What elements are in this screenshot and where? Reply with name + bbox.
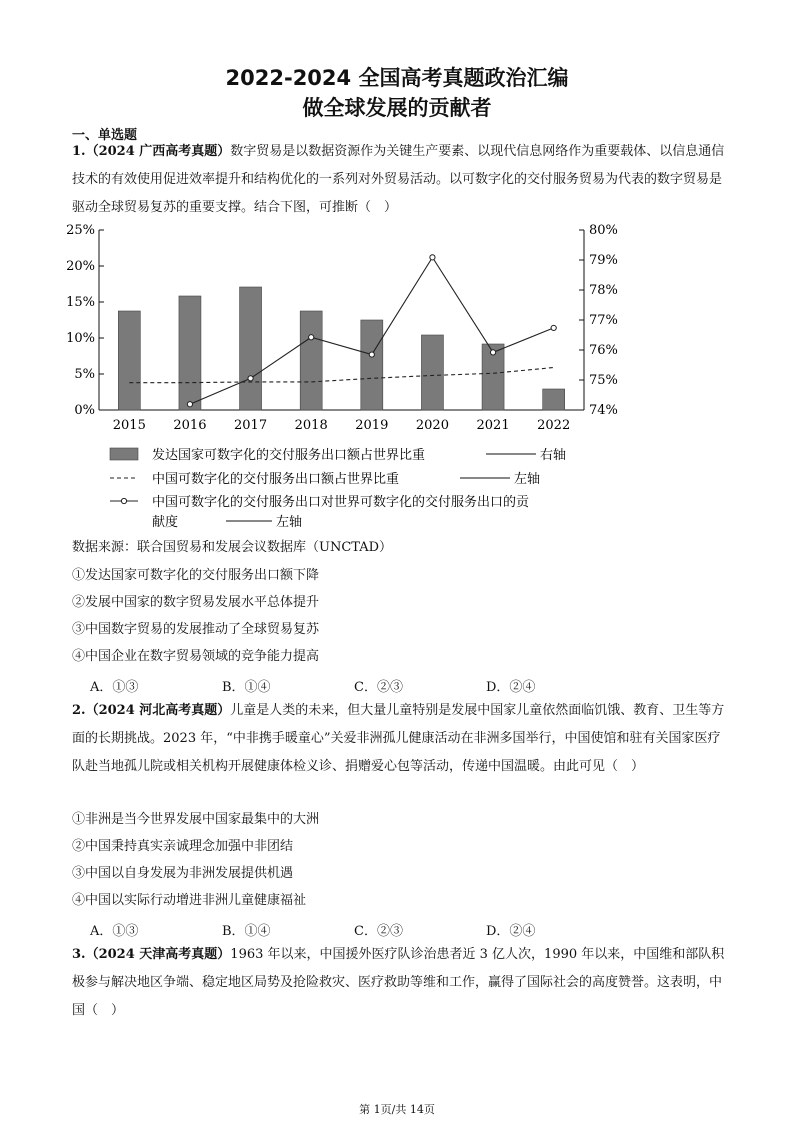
q1-option-d[interactable]: D．②④ bbox=[486, 680, 536, 695]
q2-stem bbox=[72, 697, 732, 781]
q2-statement: ③中国以自身发展为非洲发展提供机遇 bbox=[72, 866, 294, 881]
q3-number: 3. bbox=[72, 947, 86, 962]
q3-source: （2024 天津高考真题） bbox=[85, 947, 231, 962]
bar bbox=[118, 311, 140, 410]
marker-point bbox=[430, 255, 435, 260]
left-axis-tick-label: 5% bbox=[74, 367, 95, 382]
legend-axis-note: 左轴 bbox=[276, 515, 303, 530]
q2-option-a[interactable]: A．①③ bbox=[90, 924, 139, 939]
legend-label: 中国可数字化的交付服务出口额占世界比重 bbox=[152, 472, 400, 487]
marker-point bbox=[369, 352, 374, 357]
right-axis-tick-label: 79% bbox=[589, 253, 618, 268]
legend-label: 发达国家可数字化的交付服务出口额占世界比重 bbox=[152, 448, 426, 463]
marker-point bbox=[187, 402, 192, 407]
q2-options bbox=[90, 920, 650, 939]
legend-axis-note: 右轴 bbox=[540, 448, 567, 463]
q1-number: 1. bbox=[72, 144, 86, 159]
q2-text: 儿童是人类的未来，但大量儿童特别是发展中国家儿童依然面临饥饿、教育、卫生等方面的长期挑战。2023 年，“中非携手暖童心”关爱非洲孤儿健康活动在非洲多国举行，中国使馆和驻有关国家医疗队赴当地孤儿院或相关机构开展健康体检义诊、捐赠爱心包等活动，传递中国温暖。由此可见（ ） bbox=[72, 703, 725, 774]
x-axis-tick-label: 2017 bbox=[234, 418, 268, 433]
q1-stem bbox=[72, 138, 732, 222]
left-axis-tick-label: 20% bbox=[66, 259, 95, 274]
doc-title: 2022-2024 全国高考真题政治汇编 bbox=[225, 66, 569, 90]
q1-statement: ①发达国家可数字化的交付服务出口额下降 bbox=[72, 568, 320, 583]
q1-chart bbox=[66, 220, 618, 536]
marker-point bbox=[551, 325, 556, 330]
page-number: 第 1页/共 14页 bbox=[359, 1103, 435, 1116]
bar bbox=[543, 389, 565, 410]
right-axis-tick-label: 76% bbox=[589, 343, 618, 358]
left-axis-tick-label: 25% bbox=[66, 223, 95, 238]
marker-point bbox=[309, 335, 314, 340]
q2-statement: ①非洲是当今世界发展中国家最集中的大洲 bbox=[72, 812, 320, 827]
legend-axis-note: 左轴 bbox=[514, 472, 541, 487]
x-axis-tick-label: 2018 bbox=[294, 418, 328, 433]
legend-bar-swatch bbox=[110, 448, 138, 460]
x-axis-tick-label: 2019 bbox=[355, 418, 389, 433]
bar bbox=[361, 320, 383, 410]
marker-point bbox=[490, 350, 495, 355]
right-axis-tick-label: 74% bbox=[589, 403, 618, 418]
q1-option-b[interactable]: B．①④ bbox=[222, 680, 271, 695]
q2-option-d[interactable]: D．②④ bbox=[486, 924, 536, 939]
right-axis-tick-label: 77% bbox=[589, 313, 618, 328]
section-label: 一、单选题 bbox=[72, 128, 138, 143]
x-axis-tick-label: 2016 bbox=[173, 418, 207, 433]
marker-point bbox=[248, 376, 253, 381]
legend-marker-swatch-point bbox=[121, 498, 126, 503]
doc-subtitle: 做全球发展的贡献者 bbox=[302, 96, 492, 120]
right-axis-tick-label: 75% bbox=[589, 373, 618, 388]
legend-label: 中国可数字化的交付服务出口对世界可数字化的交付服务出口的贡献度 bbox=[152, 495, 530, 530]
q2-option-c[interactable]: C．②③ bbox=[354, 924, 403, 939]
q1-option-c[interactable]: C．②③ bbox=[354, 680, 403, 695]
q1-options bbox=[90, 676, 650, 695]
q1-source: （2024 广西高考真题） bbox=[85, 144, 231, 159]
q2-number: 2. bbox=[72, 703, 86, 718]
bar bbox=[240, 287, 262, 410]
q2-option-b[interactable]: B．①④ bbox=[222, 924, 271, 939]
right-axis-tick-label: 78% bbox=[589, 283, 618, 298]
left-axis-tick-label: 0% bbox=[74, 403, 95, 418]
q1-text: 数字贸易是以数据资源作为关键生产要素、以现代信息网络作为重要载体、以信息通信技术的有效使用促进效率提升和结构优化的一系列对外贸易活动。以可数字化的交付服务贸易为代表的数字贸易是驱动全球贸易复苏的重要支撑。结合下图，可推断（ ） bbox=[72, 144, 725, 215]
bar bbox=[421, 335, 443, 410]
right-axis-tick-label: 80% bbox=[589, 223, 618, 238]
bar bbox=[179, 296, 201, 410]
q3-stem bbox=[72, 941, 732, 1025]
x-axis-tick-label: 2022 bbox=[537, 418, 571, 433]
q3-text: 1963 年以来，中国援外医疗队诊治患者近 3 亿人次，1990 年以来，中国维和部队积极参与解决地区争端、稳定地区局势及抢险救灾、医疗救助等维和工作，赢得了国际社会的高度赞誉。这表明，中国（ ） bbox=[72, 947, 725, 1018]
q1-statement: ③中国数字贸易的发展推动了全球贸易复苏 bbox=[72, 622, 320, 637]
x-axis-tick-label: 2021 bbox=[476, 418, 510, 433]
x-axis-tick-label: 2015 bbox=[112, 418, 146, 433]
q2-statement: ②中国秉持真实亲诚理念加强中非团结 bbox=[72, 839, 294, 854]
q1-option-a[interactable]: A．①③ bbox=[90, 680, 139, 695]
q2-statement: ④中国以实际行动增进非洲儿童健康福祉 bbox=[72, 893, 307, 908]
bar bbox=[300, 311, 322, 410]
q1-data-source: 数据来源：联合国贸易和发展会议数据库（UNCTAD） bbox=[72, 540, 393, 555]
q1-statement: ④中国企业在数字贸易领域的竞争能力提高 bbox=[72, 649, 320, 664]
q2-source: （2024 河北高考真题） bbox=[85, 703, 231, 718]
left-axis-tick-label: 10% bbox=[66, 331, 95, 346]
x-axis-tick-label: 2020 bbox=[415, 418, 449, 433]
left-axis-tick-label: 15% bbox=[66, 295, 95, 310]
q1-statement: ②发展中国家的数字贸易发展水平总体提升 bbox=[72, 595, 320, 610]
